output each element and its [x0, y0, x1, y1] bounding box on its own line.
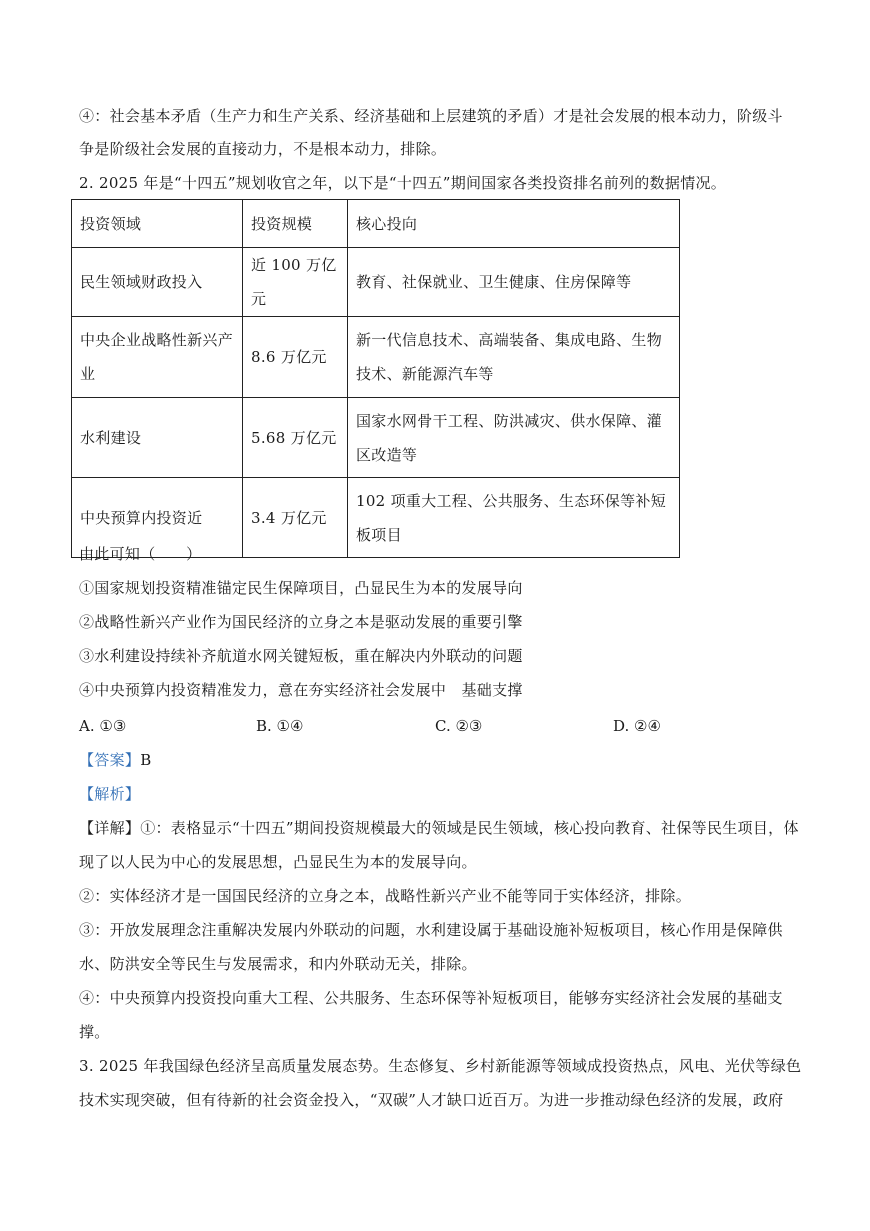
header-scale: 投资规模 — [243, 200, 348, 248]
detail-line-7: 撑。 — [79, 1023, 110, 1041]
row-focus — [348, 478, 680, 558]
detail-line-3: ②：实体经济才是一国国民经济的立身之本，战略性新兴产业不能等同于实体经济，排除。 — [79, 887, 692, 905]
answer-value: B — [140, 751, 152, 769]
question-2-stem: 2. 2025 年是“十四五”规划收官之年，以下是“十四五”期间国家各类投资排名前列的数据情况。 — [79, 174, 727, 192]
answer-options — [79, 716, 779, 736]
analysis-label: 【解析】 — [79, 785, 141, 803]
investment-table — [71, 199, 680, 558]
table-row — [72, 398, 680, 478]
statement-1: ①国家规划投资精准锚定民生保障项目，凸显民生为本的发展导向 — [79, 579, 523, 597]
question-3-line-1: 3. 2025 年我国绿色经济呈高质量发展态势。生态修复、乡村新能源等领域成投资热点，风电、光伏等绿色 — [79, 1057, 802, 1075]
table-row — [72, 317, 680, 398]
question-prompt: 由此可知（ ） — [79, 545, 202, 563]
row-field-line-2: 业 — [80, 365, 96, 383]
row-focus-line-1: 新一代信息技术、高端装备、集成电路、生物 — [356, 331, 663, 349]
question-3-line-2: 技术实现突破，但有待新的社会资金投入，“双碳”人才缺口近百万。为进一步推动绿色经济的发展，政府 — [79, 1091, 784, 1109]
detail-line-6: ④：中央预算内投资投向重大工程、公共服务、生态环保等补短板项目，能够夯实经济社会发展的基础支 — [79, 989, 783, 1007]
option-d: D. ②④ — [613, 717, 661, 735]
intro-line-2: 争是阶级社会发展的直接动力，不是根本动力，排除。 — [79, 140, 447, 158]
detail-line-1: 【详解】①：表格显示“十四五”期间投资规模最大的领域是民生领域，核心投向教育、社保等民生项目，体 — [79, 819, 799, 837]
row-field — [72, 317, 243, 398]
option-c: C. ②③ — [435, 717, 483, 735]
row-scale: 8.6 万亿元 — [243, 317, 348, 398]
table-row — [72, 248, 680, 317]
row-focus-line-2: 区改造等 — [356, 445, 418, 464]
detail-line-5: 水、防洪安全等民生与发展需求，和内外联动无关，排除。 — [79, 955, 477, 973]
row-field: 中央预算内投资近 — [72, 478, 243, 558]
row-field: 水利建设 — [72, 398, 243, 478]
header-focus: 核心投向 — [348, 200, 680, 248]
row-scale: 近 100 万亿元 — [243, 248, 348, 317]
statement-2: ②战略性新兴产业作为国民经济的立身之本是驱动发展的重要引擎 — [79, 613, 523, 631]
header-field: 投资领域 — [72, 200, 243, 248]
row-focus-line-1: 102 项重大工程、公共服务、生态环保等补短 — [356, 491, 667, 510]
table-header-row — [72, 200, 680, 248]
row-focus-line-2: 技术、新能源汽车等 — [356, 365, 494, 383]
row-scale: 5.68 万亿元 — [243, 398, 348, 478]
intro-line-1: ④：社会基本矛盾（生产力和生产关系、经济基础和上层建筑的矛盾）才是社会发展的根本动力，阶级斗 — [79, 107, 783, 125]
statement-4: ④中央预算内投资精准发力，意在夯实经济社会发展中 基础支撑 — [79, 681, 523, 699]
answer-line — [79, 750, 152, 770]
row-field: 民生领域财政投入 — [72, 248, 243, 317]
row-field-line-1: 中央企业战略性新兴产 — [80, 331, 234, 349]
option-b: B. ①④ — [256, 717, 304, 735]
detail-line-2: 现了以人民为中心的发展思想，凸显民生为本的发展导向。 — [79, 853, 477, 871]
option-a: A. ①③ — [79, 717, 127, 735]
row-focus-line-1: 国家水网骨干工程、防洪减灾、供水保障、灌 — [356, 411, 663, 430]
statement-3: ③水利建设持续补齐航道水网关键短板，重在解决内外联动的问题 — [79, 647, 523, 665]
row-focus — [348, 317, 680, 398]
detail-line-4: ③：开放发展理念注重解决发展内外联动的问题，水利建设属于基础设施补短板项目，核心作用是保障供 — [79, 921, 783, 939]
answer-label: 【答案】 — [79, 751, 141, 769]
row-focus-line-2: 板项目 — [356, 525, 402, 544]
row-scale: 3.4 万亿元 — [243, 478, 348, 558]
row-focus — [348, 398, 680, 478]
row-focus: 教育、社保就业、卫生健康、住房保障等 — [348, 248, 680, 317]
